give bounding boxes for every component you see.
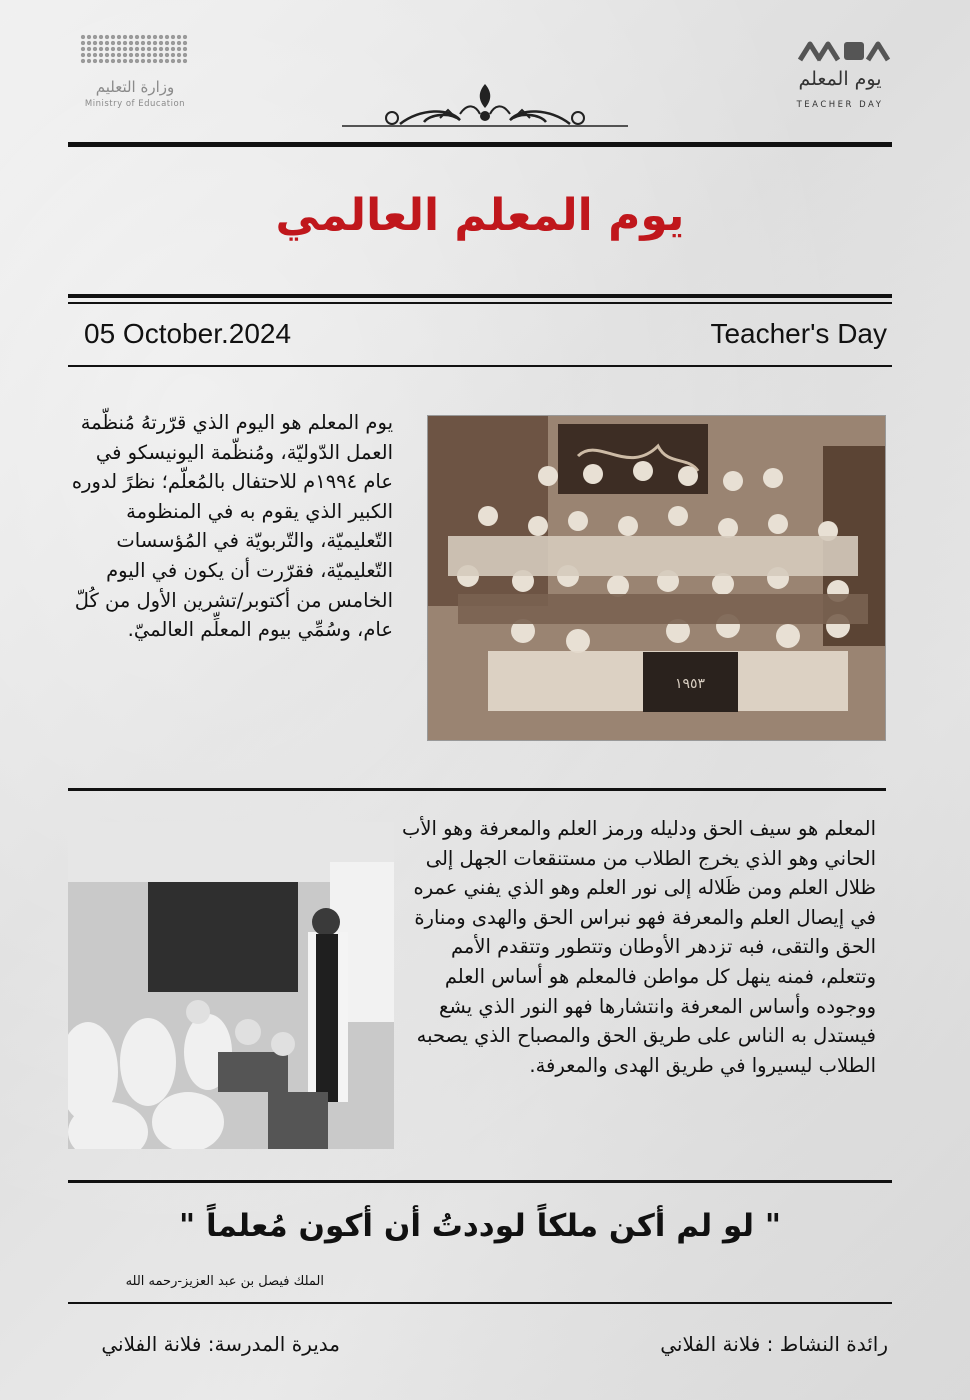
- ministry-name-en: Ministry of Education: [84, 99, 186, 109]
- quote-rule-top: [68, 1180, 892, 1183]
- date-label: 05 October.2024: [84, 318, 292, 349]
- ornament-divider-icon: [340, 78, 630, 132]
- class-photo-illustration: [428, 416, 885, 740]
- moe-logo-icon: [80, 34, 188, 64]
- teacher-day-logo-ar: يوم المعلم: [798, 68, 882, 90]
- top-rule: [68, 142, 892, 147]
- teacher-day-logo-en: TEACHER DAY: [796, 100, 884, 110]
- intro-paragraph: يوم المعلم هو اليوم الذي قرّرتهُ مُنظّمة العمل الدّوليّة، ومُنظّمة اليونيسكو في عام ١٩٩٤م للاحتفال بالمُعلّم؛ نظرً لدوره الكبير الذي يقوم به في المنظومة التّعليميّة، والتّربويّة في المُؤسسات التّعليميّة، فقرّرت أن يكون في اليوم الخامس من أكتوبر/تشرين الأول من كُلّ عام، وسُمِّي بيوم المعلِّم العالميّ.: [71, 411, 393, 642]
- teacher-day-logo-icon: [796, 36, 892, 64]
- quote-rule-bottom: [68, 1302, 892, 1304]
- section-rule: [68, 788, 886, 791]
- occasion-label: Teacher's Day: [710, 318, 887, 349]
- quote-text: " لو لم أكن ملكاً لوددتُ أن أكون مُعلماً ": [179, 1208, 781, 1244]
- page-title: يوم المعلم العالمي: [275, 190, 685, 241]
- title-rule-thick: [68, 294, 892, 298]
- date-rule: [68, 365, 892, 367]
- classroom-photo-illustration: [68, 822, 394, 1149]
- ministry-name-ar: وزارة التعليم: [95, 78, 175, 96]
- historic-class-photo: [427, 415, 886, 741]
- teacher-praise-paragraph: المعلم هو سيف الحق ودليله ورمز العلم والمعرفة وهو الأب الحاني وهو الذي يخرج الطلاب من مستنقعات الجهل إلى ظلال العلم ومن ظَلاله إلى نور العلم وهو الذي يفني عمره في إيصال العلم والمعرفة فهو نبراس الحق والهدى ومنارة الحق والتقى، فبه تزدهر الأوطان وتتطور وتتقدم الأمم وتتعلم، فمنه ينهل كل مواطن فالمعلم هو أساس العلم ووجوده وأساس المعرفة وانتشارها فهو النور الذي يشع فيستدل به الناس على طريق الحق والمصباح الذي يصحبه الطلاب ليسيروا في طريق الهدى والمعرفة.: [402, 817, 876, 1077]
- activity-leader-signature: رائدة النشاط : فلانة الفلاني: [660, 1332, 888, 1356]
- quote-attribution: الملك فيصل بن عبد العزيز-رحمه الله: [125, 1274, 324, 1289]
- board-text: ١٩٥٣: [674, 676, 706, 692]
- classroom-photo: [68, 822, 394, 1149]
- title-rule-thin: [68, 302, 892, 304]
- principal-signature: مديرة المدرسة: فلانة الفلاني: [101, 1332, 340, 1356]
